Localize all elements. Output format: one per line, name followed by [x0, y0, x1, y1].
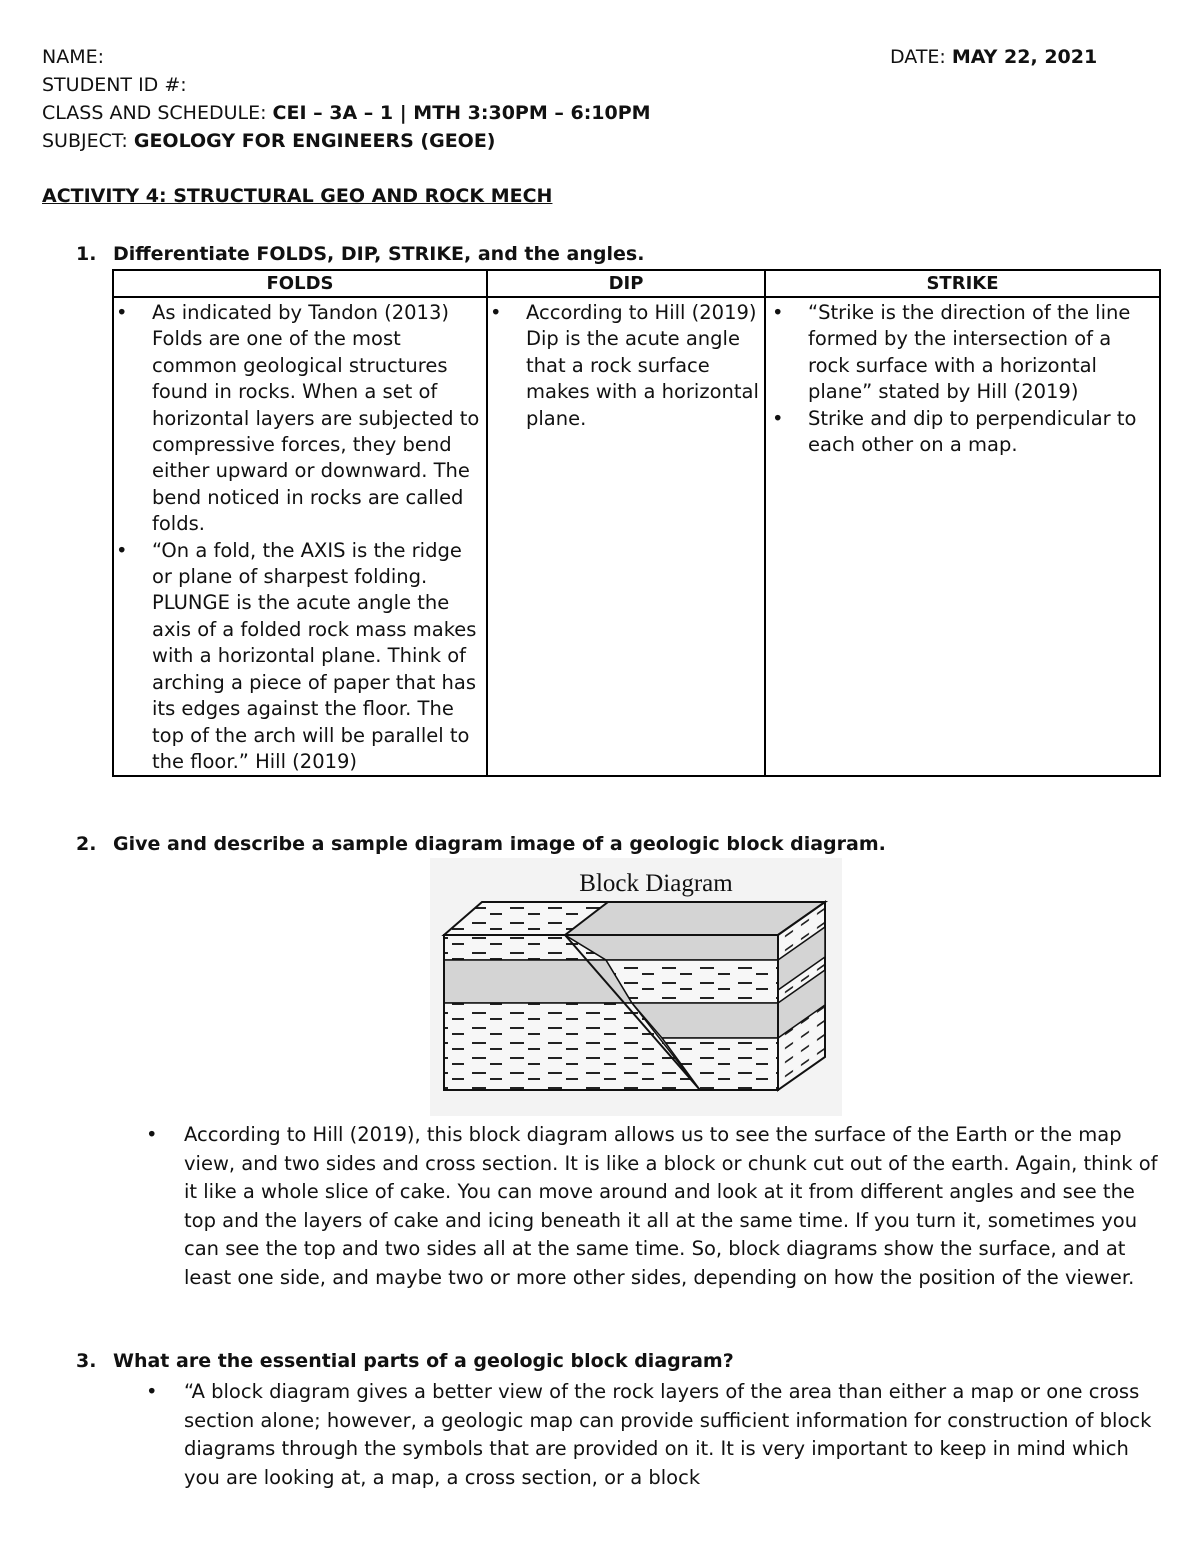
table-header-row — [113, 270, 1160, 297]
folds-text-2: “On a fold, the AXIS is the ridge or plane of sharpest folding. PLUNGE is the acute angle the axis of a folded rock mass makes with a horizontal plane. Think of arching a piece of paper that has its edges against the floor. The top of the arch will be parallel to the floor.” Hill (2019) — [152, 538, 477, 773]
header-folds: FOLDS — [113, 270, 487, 297]
list-item — [116, 538, 482, 776]
name-label: NAME: — [42, 46, 105, 68]
comparison-table — [112, 269, 1161, 777]
student-id-label: STUDENT ID #: — [42, 74, 187, 96]
class-label: CLASS AND SCHEDULE: — [42, 102, 273, 124]
question-1-number: 1. — [76, 243, 97, 265]
layer-right-upper — [606, 960, 778, 1003]
bullet-icon: • — [116, 538, 128, 562]
layer-left-gray — [444, 960, 632, 1003]
student-id-line — [42, 71, 187, 99]
folds-cell — [113, 297, 487, 776]
answer-2 — [146, 1121, 1166, 1292]
date-label: DATE: — [890, 46, 952, 68]
block-diagram-image — [430, 858, 842, 1116]
header-strike: STRIKE — [765, 270, 1160, 297]
bullet-icon: • — [146, 1380, 158, 1403]
header-dip: DIP — [487, 270, 765, 297]
name-line — [42, 43, 104, 71]
folds-text-1: As indicated by Tandon (2013) Folds are one of the most common geological structures found in rocks. When a set of horizontal layers are subjected to compressive forces, they bend either upward or downward. The bend noticed in rocks are called folds. — [152, 301, 480, 536]
answer-3-text: “A block diagram gives a better view of the rock layers of the area than either a map or one cross section alone; however, a geologic map can provide sufficient information for construction of block diagrams through the symbols that are provided on it. It is very important to keep in mind which you are looking at, a map, a cross section, or a block — [184, 1380, 1152, 1489]
question-3-text: What are the essential parts of a geologic block diagram? — [113, 1350, 734, 1372]
list-item — [772, 300, 1155, 406]
list-item — [116, 300, 482, 538]
activity-title: ACTIVITY 4: STRUCTURAL GEO AND ROCK MECH — [42, 185, 553, 207]
bullet-icon: • — [146, 1123, 158, 1146]
date-value: MAY 22, 2021 — [951, 46, 1098, 68]
question-2-text: Give and describe a sample diagram image of a geologic block diagram. — [113, 833, 886, 855]
bullet-icon: • — [772, 301, 784, 324]
list-item — [490, 300, 760, 432]
list-item — [772, 406, 1155, 459]
strike-cell — [765, 297, 1160, 776]
question-1-text: Differentiate FOLDS, DIP, STRIKE, and the angles. — [113, 243, 645, 265]
class-line — [42, 99, 651, 127]
dip-cell — [487, 297, 765, 776]
answer-2-text: According to Hill (2019), this block diagram allows us to see the surface of the Earth or the map view, and two sides and cross section. It is like a block or chunk cut out of the earth. Again, think of it like a whole slice of cake. You can move around and look at it from different angles and see the top and the layers of cake and icing beneath it all at the same time. If you turn it, sometimes you can see the top and two sides all at the same time. So, block diagrams show the surface, and at least one side, and maybe two or more other sides, depending on how the position of the viewer. — [184, 1123, 1158, 1289]
bullet-icon: • — [772, 406, 784, 430]
subject-value: GEOLOGY FOR ENGINEERS (GEOE) — [133, 130, 496, 152]
block-diagram-figure — [430, 858, 842, 1116]
table-row — [113, 297, 1160, 776]
answer-3 — [146, 1378, 1166, 1492]
class-value: CEI – 3A – 1 | MTH 3:30PM – 6:10PM — [272, 102, 651, 124]
figure-title: Block Diagram — [579, 870, 733, 897]
date-line — [890, 43, 1097, 71]
subject-label: SUBJECT: — [42, 130, 134, 152]
bullet-icon: • — [116, 301, 128, 324]
bullet-icon: • — [490, 301, 502, 324]
strike-text-2: Strike and dip to perpendicular to each other on a map. — [808, 406, 1137, 457]
subject-line — [42, 127, 495, 155]
question-3-number: 3. — [76, 1350, 97, 1372]
strike-text-1: “Strike is the direction of the line formed by the intersection of a rock surface with a horizontal plane” stated by Hill (2019) — [808, 301, 1131, 404]
dip-text-1: According to Hill (2019) Dip is the acute angle that a rock surface makes with a horizontal plane. — [526, 301, 759, 430]
question-2-number: 2. — [76, 833, 97, 855]
